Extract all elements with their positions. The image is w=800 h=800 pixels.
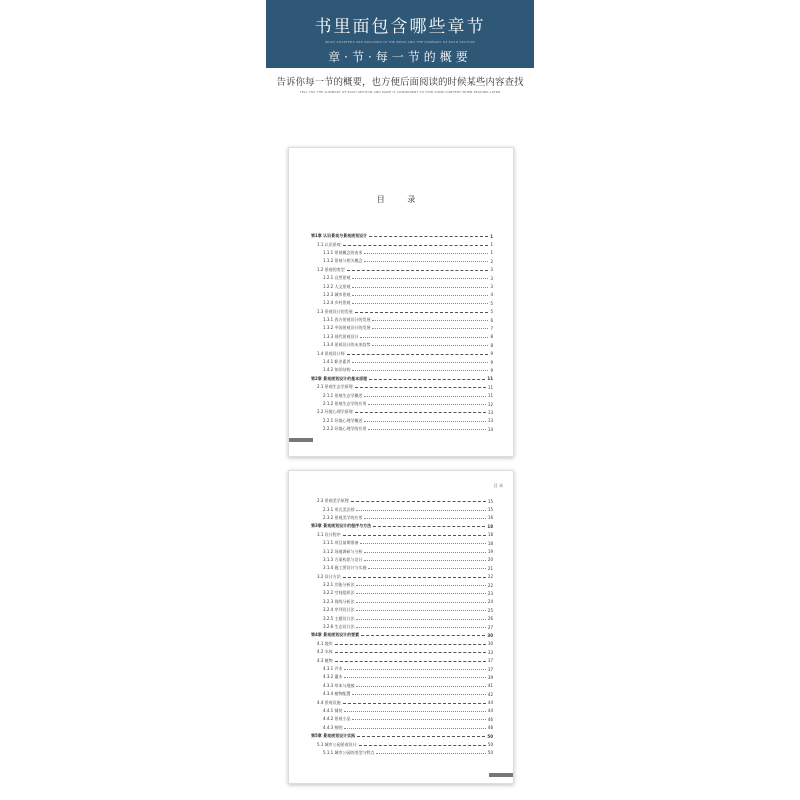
leader-dots (352, 295, 488, 296)
toc-entry-label: 2.1.1 景观生态学概述 (323, 392, 363, 398)
toc-entry-label: 1.1.1 景观概念的由来 (323, 249, 363, 255)
toc-entry-page: 11 (487, 393, 493, 399)
leader-dots (359, 745, 486, 746)
leader-dots (347, 270, 489, 271)
toc-entry-page: 39 (487, 674, 493, 680)
toc-entry-label: 1.4 景观设计师 (317, 350, 345, 356)
toc-entry-page: 13 (487, 409, 493, 415)
leader-dots (364, 421, 485, 422)
toc-entry (311, 408, 493, 416)
toc-entry (311, 640, 493, 648)
leader-dots (355, 412, 486, 413)
toc-entry (311, 698, 493, 706)
leader-dots (344, 728, 485, 729)
toc-entry-page: 48 (487, 725, 493, 731)
toc-entry-page: 1 (490, 233, 493, 239)
leader-dots (335, 652, 486, 653)
toc-entry-page: 18 (487, 532, 493, 538)
toc-entry-page: 42 (487, 691, 493, 697)
toc-entry-page: 37 (487, 658, 493, 664)
leader-dots (344, 669, 485, 670)
toc-entry (311, 291, 493, 299)
leader-dots (355, 312, 489, 313)
toc-entry-page: 50 (487, 750, 493, 756)
toc-entry (311, 375, 493, 383)
toc-entry-page: 4 (490, 292, 493, 298)
intro-english: TELL YOU THE SUMMARY OF EACH SECTION AND MAKE IT CONVENIENT TO FIND SOME CONTENT WHEN READING LATER (299, 90, 501, 94)
page-footer-bar (489, 773, 513, 777)
toc-entry-page: 6 (490, 317, 493, 323)
leader-dots (369, 236, 488, 237)
toc-entry-label: 5.1 城市公园景观设计 (317, 741, 357, 747)
toc-entry-page: 9 (490, 367, 493, 373)
toc-entry-page: 8 (490, 334, 493, 340)
leader-dots (351, 501, 486, 502)
leader-dots (344, 711, 485, 712)
banner-subtitle: 章·节·每一节的概要 (328, 50, 472, 64)
toc-entry-page: 15 (487, 498, 493, 504)
toc-entry (311, 240, 493, 248)
toc-entry-page: 1 (490, 250, 493, 256)
leader-dots (356, 585, 485, 586)
toc-entry (311, 573, 493, 581)
toc-entry (311, 522, 493, 530)
toc-entry (311, 656, 493, 664)
leader-dots (343, 703, 486, 704)
toc-entry (311, 740, 493, 748)
toc-entry (311, 589, 493, 597)
toc-entry-label: 2.1.2 景观生态学的应用 (323, 401, 367, 406)
toc-entry-label: 2.3.2 景观美学的应用 (323, 514, 363, 520)
toc-entry (311, 564, 493, 572)
toc-entry (311, 749, 493, 757)
toc-entry-label: 4.4.1 铺装 (323, 707, 343, 713)
leader-dots (368, 404, 485, 405)
leader-dots (364, 552, 485, 553)
toc-entry (311, 324, 493, 332)
toc-entry-label: 2.3 景观美学原理 (317, 498, 349, 504)
toc-entry (311, 732, 493, 740)
leader-dots (356, 610, 485, 611)
toc-entry-label: 4.3.3 草本与地被 (323, 682, 355, 688)
toc-entry (311, 266, 493, 274)
header-banner (266, 0, 534, 68)
leader-dots (356, 619, 485, 620)
toc-entry-page: 27 (487, 624, 493, 630)
leader-dots (335, 644, 486, 645)
toc-entry-page: 3 (490, 275, 493, 281)
toc-entry-label: 1.2.4 乡村景观 (323, 300, 351, 306)
toc-entry-label: 3.2.5 主题设计法 (323, 615, 355, 621)
toc-entry (311, 682, 493, 690)
leader-dots (352, 370, 488, 371)
toc-entry (311, 531, 493, 539)
toc-entry-label: 4.3.2 灌木 (323, 674, 343, 680)
leader-dots (357, 736, 485, 737)
toc-entry (311, 724, 493, 732)
leader-dots (352, 694, 485, 695)
toc-entry-label: 2.2.2 环境心理学的应用 (323, 426, 367, 432)
leader-dots (356, 593, 485, 594)
toc-entry (311, 341, 493, 349)
toc-entry-label: 1.4.2 知识结构 (323, 367, 351, 373)
toc-entry (311, 349, 493, 357)
toc-entry-label: 2.2.1 环境心理学概述 (323, 417, 363, 423)
leader-dots (373, 526, 485, 527)
toc-entry-page: 22 (487, 574, 493, 580)
page-footer-bar (289, 438, 313, 442)
toc-entry (311, 366, 493, 374)
toc-entry-label: 3.2.1 功能分析法 (323, 582, 355, 588)
toc-entry-page: 50 (487, 733, 493, 739)
toc-entry-label: 1.2.1 自然景观 (323, 275, 351, 281)
leader-dots (352, 287, 488, 288)
toc-entry-label: 3.1 设计程序 (317, 531, 341, 537)
toc-entry-label: 3.1.2 场地调研与分析 (323, 548, 363, 554)
leader-dots (344, 677, 485, 678)
toc-entry-page: 11 (487, 384, 493, 390)
toc-entry (311, 299, 493, 307)
toc-entry-page: 37 (487, 666, 493, 672)
toc-entry-page: 5 (490, 309, 493, 315)
toc-entry-page: 3 (490, 284, 493, 290)
toc-entry-page: 13 (487, 418, 493, 424)
toc-entry-label: 1.2.2 人文景观 (323, 283, 351, 289)
leader-dots (343, 577, 486, 578)
toc-entry-label: 1.1 认识景观 (317, 241, 341, 247)
toc-entry-label: 1.1.2 景观与相关概念 (323, 258, 363, 264)
toc-entry-page: 12 (487, 401, 493, 407)
leader-dots (361, 635, 485, 636)
banner-title: 书里面包含哪些章节 (314, 17, 486, 37)
toc-entry-label: 1.4.1 职业素养 (323, 359, 351, 365)
toc-entry (311, 539, 493, 547)
toc-entry-label: 4.4 景观设施 (317, 699, 341, 705)
toc-entry (311, 598, 493, 606)
toc-entry-label: 4.4.2 景观小品 (323, 716, 351, 722)
toc-entry-page: 5 (490, 300, 493, 306)
toc-entry-page: 2 (490, 258, 493, 264)
leader-dots (356, 686, 485, 687)
toc-entry-page: 44 (487, 708, 493, 714)
toc-entry (311, 631, 493, 639)
toc-entry-label: 1.3.3 现代景观设计 (323, 333, 359, 339)
leader-dots (352, 303, 488, 304)
leader-dots (369, 379, 485, 380)
leader-dots (356, 602, 485, 603)
toc-entry-label: 1.3.2 中国景观设计的发展 (323, 325, 371, 331)
toc-entry-label: 1.3.4 景观设计的未来趋势 (323, 342, 371, 348)
toc-list (311, 232, 493, 433)
leader-dots (352, 278, 488, 279)
toc-entry (311, 505, 493, 513)
toc-entry (311, 614, 493, 622)
toc-entry-page: 20 (487, 557, 493, 563)
toc-entry (311, 274, 493, 282)
toc-entry-label: 4.4.3 照明 (323, 724, 343, 730)
leader-dots (376, 753, 485, 754)
toc-entry-page: 25 (487, 607, 493, 613)
leader-dots (343, 535, 486, 536)
toc-entry-label: 第2章 景观规划设计的基本原理 (311, 375, 368, 381)
toc-entry (311, 606, 493, 614)
toc-entry-page: 30 (487, 641, 493, 647)
toc-entry (311, 249, 493, 257)
toc-entry (311, 715, 493, 723)
toc-entry (311, 665, 493, 673)
toc-entry (311, 400, 493, 408)
toc-entry-label: 第3章 景观规划设计的程序与方法 (311, 523, 372, 529)
leader-dots (347, 354, 489, 355)
leader-dots (372, 328, 488, 329)
toc-entry-label: 3.1.3 方案构思与设计 (323, 556, 363, 562)
toc-entry-page: 18 (487, 523, 493, 529)
toc-entry-page: 1 (490, 242, 493, 248)
toc-entry (311, 648, 493, 656)
leader-dots (364, 261, 488, 262)
toc-entry (311, 383, 493, 391)
toc-entry (311, 232, 493, 240)
running-header: 目 录 (493, 483, 503, 488)
leader-dots (360, 337, 488, 338)
toc-entry-label: 3.1.4 施工图设计与实施 (323, 565, 367, 571)
toc-entry (311, 282, 493, 290)
toc-entry-label: 4.2 水体 (317, 649, 333, 655)
leader-dots (356, 627, 485, 628)
toc-entry (311, 556, 493, 564)
toc-entry-label: 第5章 景观规划设计实践 (311, 733, 356, 739)
toc-entry-page: 44 (487, 700, 493, 706)
toc-entry (311, 333, 493, 341)
toc-entry-page: 50 (487, 742, 493, 748)
toc-entry-page: 7 (490, 325, 493, 331)
toc-entry (311, 308, 493, 316)
toc-entry (311, 257, 493, 265)
toc-entry-page: 9 (490, 351, 493, 357)
toc-entry-label: 2.1 景观生态学原理 (317, 384, 353, 390)
toc-entry-page: 26 (487, 616, 493, 622)
leader-dots (335, 661, 486, 662)
leader-dots (343, 245, 489, 246)
toc-entry (311, 497, 493, 505)
toc-entry-page: 11 (487, 376, 493, 382)
toc-entry-label: 1.3 景观设计的发展 (317, 308, 353, 314)
leader-dots (364, 396, 485, 397)
toc-entry-label: 4.3.1 乔木 (323, 666, 343, 671)
toc-entry-page: 41 (487, 683, 493, 689)
toc-entry-page: 8 (490, 342, 493, 348)
leader-dots (364, 253, 488, 254)
toc-entry (311, 547, 493, 555)
intro-text: 告诉你每一节的概要，也方便后面阅读的时候某些内容查找 (276, 77, 524, 88)
toc-entry-label: 2.2 环境心理学原理 (317, 409, 353, 415)
toc-entry-label: 4.1 地形 (317, 640, 333, 646)
toc-entry-label: 1.2 景观的类型 (317, 266, 345, 272)
banner-english: WHAT CHAPTERS ARE INCLUDED IN THE BOOK AND THE SUMMARY OF EACH SECTION (325, 40, 475, 44)
toc-entry (311, 623, 493, 631)
leader-dots (364, 560, 485, 561)
toc-list (311, 497, 493, 757)
toc-entry (311, 673, 493, 681)
leader-dots (360, 543, 485, 544)
toc-entry-page: 18 (487, 540, 493, 546)
leader-dots (355, 387, 486, 388)
toc-entry-label: 4.3 植物 (317, 657, 333, 663)
leader-dots (364, 518, 485, 519)
leader-dots (352, 719, 485, 720)
leader-dots (372, 320, 488, 321)
toc-entry-label: 2.3.1 形式美法则 (323, 506, 355, 512)
toc-entry-label: 3.2.6 生态设计法 (323, 624, 355, 630)
toc-title: 目 录 (376, 195, 426, 204)
toc-entry-page: 30 (487, 632, 493, 638)
toc-entry-page: 19 (487, 549, 493, 555)
toc-entry (311, 358, 493, 366)
toc-entry-label: 3.2.3 视线分析法 (323, 598, 355, 604)
toc-entry (311, 316, 493, 324)
leader-dots (368, 429, 485, 430)
toc-entry-label: 3.2.4 序列设计法 (323, 607, 355, 613)
leader-dots (356, 510, 485, 511)
toc-entry-label: 5.1.1 城市公园的类型与特点 (323, 749, 375, 755)
toc-entry-label: 第1章 认识景观与景观规划设计 (311, 233, 368, 239)
toc-entry (311, 581, 493, 589)
toc-entry-label: 3.2 设计方法 (317, 573, 341, 579)
toc-entry (311, 417, 493, 425)
toc-entry-page: 33 (487, 649, 493, 655)
toc-entry-page: 21 (487, 565, 493, 571)
toc-entry-page: 46 (487, 716, 493, 722)
leader-dots (352, 362, 488, 363)
toc-entry-page: 22 (487, 582, 493, 588)
toc-entry-label: 3.1.1 项目前期准备 (323, 540, 359, 546)
toc-page-1 (288, 147, 514, 457)
toc-entry-page: 3 (490, 267, 493, 273)
toc-entry (311, 707, 493, 715)
toc-entry-page: 14 (487, 426, 493, 432)
toc-entry (311, 690, 493, 698)
toc-entry-label: 4.3.4 植物配置 (323, 691, 351, 697)
toc-entry-page: 16 (487, 515, 493, 521)
toc-entry-label: 1.2.3 城市景观 (323, 291, 351, 297)
toc-entry-label: 1.3.1 西方景观设计的发展 (323, 317, 371, 323)
leader-dots (368, 568, 485, 569)
toc-page-2 (288, 470, 514, 784)
toc-entry-page: 23 (487, 590, 493, 596)
toc-entry-page: 15 (487, 507, 493, 513)
toc-entry-page: 24 (487, 599, 493, 605)
toc-entry (311, 514, 493, 522)
toc-entry (311, 391, 493, 399)
leader-dots (372, 345, 488, 346)
toc-entry-page: 9 (490, 359, 493, 365)
toc-entry-label: 3.2.2 空间组织法 (323, 590, 355, 596)
toc-entry-label: 第4章 景观规划设计的要素 (311, 632, 360, 638)
toc-entry (311, 425, 493, 433)
